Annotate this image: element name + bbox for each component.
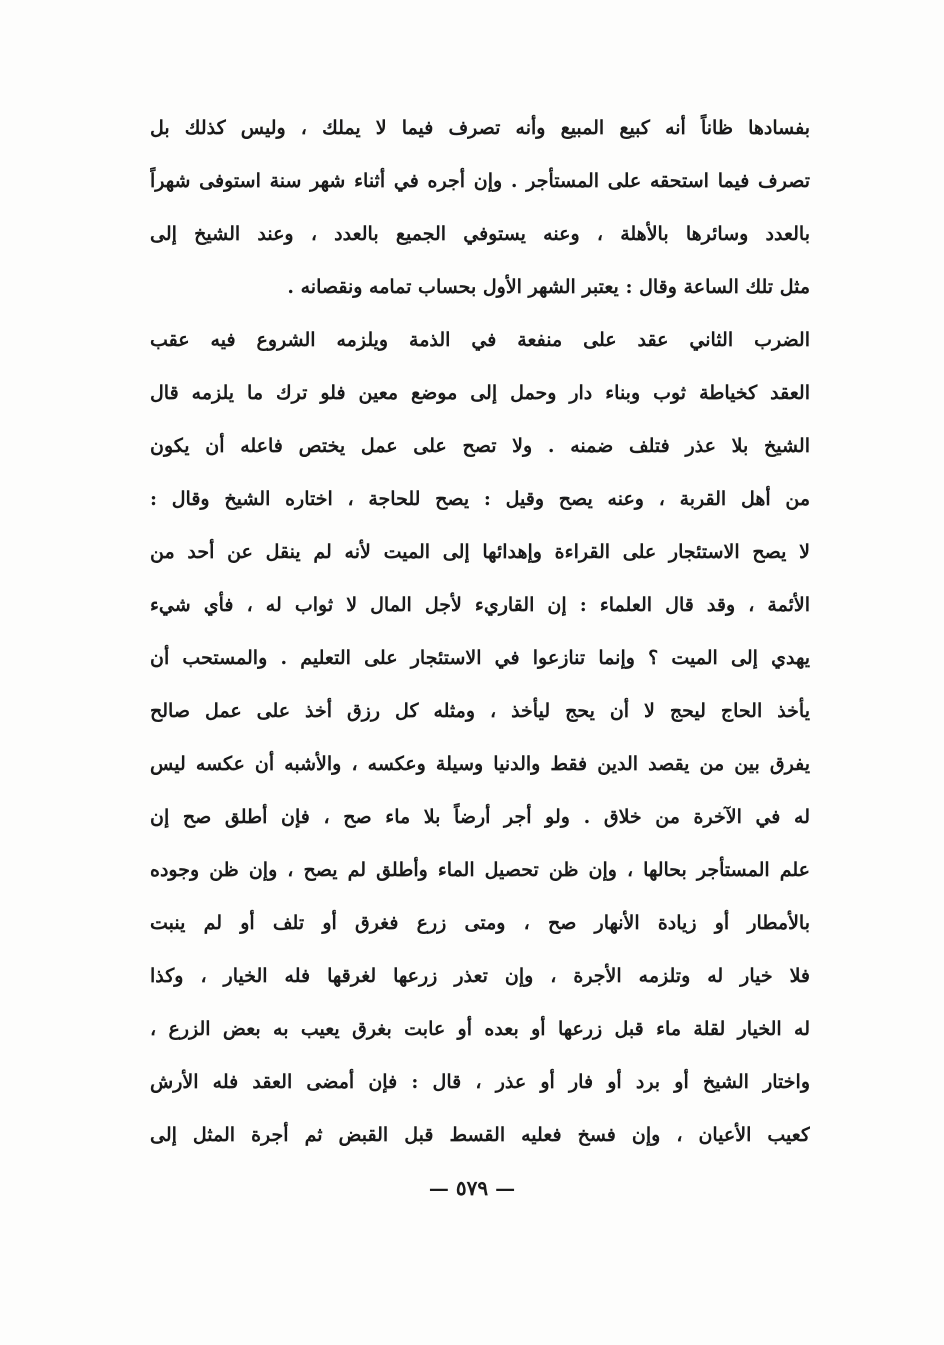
- text-line: الشيخ بلا عذر فتلف ضمنه . ولا تصح على عمل يختص فاعله أن يكون: [150, 435, 810, 457]
- text-line: الأئمة ، وقد قال العلماء : إن القاريء لأجل المال لا ثواب له ، فأي شيء: [150, 594, 810, 616]
- text-line: كعيب الأعيان ، وإن فسخ فعليه القسط قبل القبض ثم أجرة المثل إلى: [150, 1124, 810, 1146]
- text-line: الضرب الثاني عقد على منفعة في الذمة ويلزمه الشروع فيه عقب: [150, 329, 810, 351]
- text-line: بالأمطار أو زيادة الأنهار صح ، ومتى زرع فغرق أو تلف أو لم ينبت: [150, 912, 810, 934]
- paragraph-1: [150, 106, 810, 318]
- text-line: فلا خيار له وتلزمه الأجرة ، وإن تعذر زرعها لغرقها فله الخيار ، وكذا: [150, 965, 810, 987]
- text-line: له الخيار لقلة ماء قبل زرعها أو بعده أو عابت بغرق يعيب به بعض الزرع ،: [150, 1018, 810, 1040]
- text-line: واختار الشيخ أو برد أو فار أو عذر ، قال : فإن أمضى العقد فله الأرش: [150, 1071, 810, 1093]
- text-line: يهدي إلى الميت ؟ وإنما تنازعوا في الاستئجار على التعليم . والمستحب أن: [150, 647, 810, 669]
- text-line: العقد كخياطة ثوب وبناء دار وحمل إلى موضع معين فلو ترك ما يلزمه قال: [150, 382, 810, 404]
- paragraph-2: [150, 318, 810, 1166]
- text-line: من أهل القربة ، وعنه يصح وقيل : يصح للحاجة ، اختاره الشيخ وقال :: [150, 488, 810, 510]
- text-line: بالعدد وسائرها بالأهلة ، وعنه يستوفي الجميع بالعدد ، وعند الشيخ إلى: [150, 223, 810, 245]
- text-line: يأخذ الحاج ليحج لا أن يحج ليأخذ ، ومثله كل رزق أخذ على عمل صالح: [150, 700, 810, 722]
- text-line: تصرف فيما استحقه على المستأجر . وإن أجره في أثناء شهر سنة استوفى شهراً: [150, 170, 810, 192]
- text-line: علم المستأجر بحالها ، وإن ظن تحصيل الماء وأطلق لم يصح ، وإن ظن وجوده: [150, 859, 810, 881]
- text-line: يفرق بين من يقصد الدين فقط والدنيا وسيلة وعكسه ، والأشبه أن عكسه ليس: [150, 753, 810, 775]
- text-line: مثل تلك الساعة وقال : يعتبر الشهر الأول بحساب تمامه ونقصانه .: [287, 276, 810, 298]
- text-line: بفسادها ظاناً أنه كبيع المبيع وأنه تصرف فيما لا يملك ، وليس كذلك بل: [150, 117, 810, 139]
- text-line: له في الآخرة من خلاق . ولو أجر أرضاً بلا ماء صح ، فإن أطلق صح إن: [150, 806, 810, 828]
- page-number: — ٥٧٩ —: [428, 1176, 516, 1200]
- text-line: لا يصح الاستئجار على القراءة وإهدائها إلى الميت لأنه لم ينقل عن أحد من: [150, 541, 810, 563]
